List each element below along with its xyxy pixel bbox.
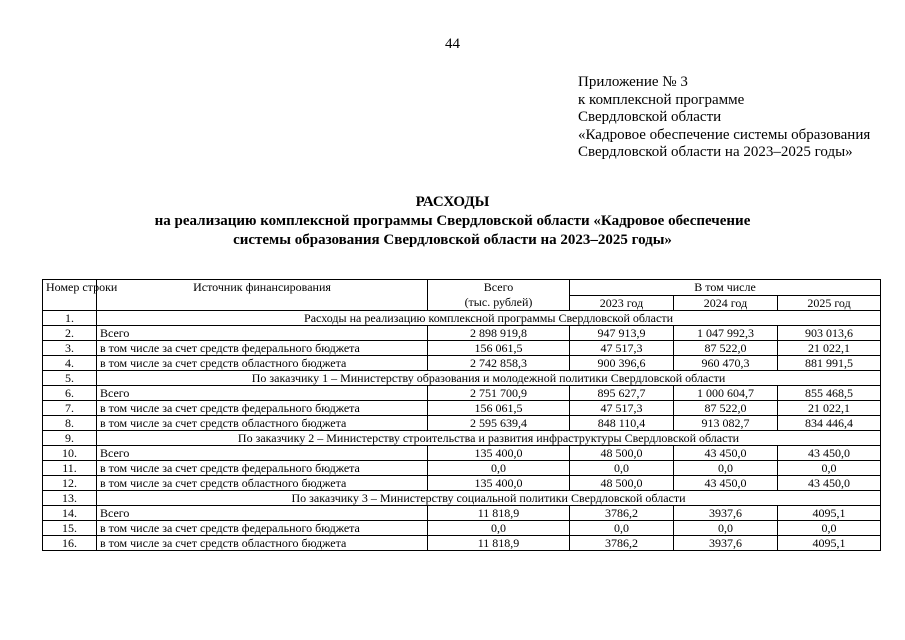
title-line: системы образования Свердловской области на 2023–2025 годы» (233, 232, 672, 248)
section-title-cell: Расходы на реализацию комплексной программы Свердловской области (97, 311, 881, 326)
total-cell: 0,0 (428, 461, 570, 476)
appendix-line: Свердловской области на 2023–2025 годы» (578, 144, 853, 160)
year-2025-cell: 4095,1 (778, 506, 881, 521)
total-cell: 135 400,0 (428, 446, 570, 461)
header-year: 2023 год (570, 295, 674, 311)
year-2025-cell: 43 450,0 (778, 446, 881, 461)
total-cell: 11 818,9 (428, 536, 570, 551)
year-2025-cell: 834 446,4 (778, 416, 881, 431)
source-cell: в том числе за счет средств федерального бюджета (97, 521, 428, 536)
table-row (43, 401, 881, 416)
table-row (43, 476, 881, 491)
total-cell: 11 818,9 (428, 506, 570, 521)
year-2023-cell: 48 500,0 (570, 476, 674, 491)
year-2024-cell: 87 522,0 (674, 341, 778, 356)
section-title-cell: По заказчику 2 – Министерству строительства и развития инфраструктуры Свердловской области (97, 431, 881, 446)
table-row (43, 521, 881, 536)
row-number-cell: 11. (43, 461, 97, 476)
header-total (428, 280, 570, 311)
header-source: Источник финансирования (97, 280, 428, 311)
row-number-cell: 12. (43, 476, 97, 491)
title-heading: РАСХОДЫ (415, 194, 490, 210)
year-2023-cell: 947 913,9 (570, 326, 674, 341)
year-2023-cell: 47 517,3 (570, 341, 674, 356)
year-2024-cell: 0,0 (674, 521, 778, 536)
source-cell: в том числе за счет средств федерального бюджета (97, 401, 428, 416)
appendix-line: Приложение № 3 (578, 74, 688, 90)
section-row (43, 371, 881, 386)
row-number-cell: 16. (43, 536, 97, 551)
source-cell: Всего (97, 506, 428, 521)
header-including: В том числе (570, 280, 881, 296)
row-number-cell: 3. (43, 341, 97, 356)
total-cell: 156 061,5 (428, 401, 570, 416)
row-number-cell: 5. (43, 371, 97, 386)
row-number-cell: 4. (43, 356, 97, 371)
year-2023-cell: 895 627,7 (570, 386, 674, 401)
year-2025-cell: 0,0 (778, 521, 881, 536)
section-title-cell: По заказчику 3 – Министерству социальной политики Свердловской области (97, 491, 881, 506)
total-cell: 2 898 919,8 (428, 326, 570, 341)
year-2024-cell: 960 470,3 (674, 356, 778, 371)
row-number-cell: 7. (43, 401, 97, 416)
year-2023-cell: 3786,2 (570, 536, 674, 551)
section-row (43, 491, 881, 506)
year-2024-cell: 1 000 604,7 (674, 386, 778, 401)
year-2025-cell: 881 991,5 (778, 356, 881, 371)
year-2025-cell: 903 013,6 (778, 326, 881, 341)
header-total-line: Всего (483, 280, 514, 294)
row-number-cell: 2. (43, 326, 97, 341)
year-2023-cell: 0,0 (570, 521, 674, 536)
year-2024-cell: 87 522,0 (674, 401, 778, 416)
page-number: 44 (445, 36, 460, 52)
total-cell: 135 400,0 (428, 476, 570, 491)
header-year: 2024 год (674, 295, 778, 311)
year-2023-cell: 848 110,4 (570, 416, 674, 431)
row-number-cell: 9. (43, 431, 97, 446)
title-line: на реализацию комплексной программы Свердловской области «Кадровое обеспечение (154, 213, 751, 229)
year-2025-cell: 21 022,1 (778, 401, 881, 416)
source-cell: в том числе за счет средств областного бюджета (97, 356, 428, 371)
year-2023-cell: 48 500,0 (570, 446, 674, 461)
year-2024-cell: 43 450,0 (674, 446, 778, 461)
table-row (43, 386, 881, 401)
section-row (43, 431, 881, 446)
table-row (43, 446, 881, 461)
table-row (43, 536, 881, 551)
year-2023-cell: 0,0 (570, 461, 674, 476)
source-cell: Всего (97, 446, 428, 461)
year-2024-cell: 0,0 (674, 461, 778, 476)
year-2025-cell: 4095,1 (778, 536, 881, 551)
section-title-cell: По заказчику 1 – Министерству образования и молодежной политики Свердловской области (97, 371, 881, 386)
row-number-cell: 15. (43, 521, 97, 536)
source-cell: Всего (97, 326, 428, 341)
year-2023-cell: 900 396,6 (570, 356, 674, 371)
year-2023-cell: 3786,2 (570, 506, 674, 521)
document-title (0, 193, 905, 250)
row-number-cell: 10. (43, 446, 97, 461)
year-2023-cell: 47 517,3 (570, 401, 674, 416)
table-row (43, 326, 881, 341)
header-row-number: Номер строки (43, 280, 97, 311)
row-number-cell: 1. (43, 311, 97, 326)
table-row (43, 341, 881, 356)
source-cell: Всего (97, 386, 428, 401)
total-cell: 0,0 (428, 521, 570, 536)
year-2025-cell: 43 450,0 (778, 476, 881, 491)
source-cell: в том числе за счет средств областного бюджета (97, 536, 428, 551)
appendix-line: «Кадровое обеспечение системы образования (578, 126, 871, 143)
year-2024-cell: 913 082,7 (674, 416, 778, 431)
table-row (43, 461, 881, 476)
header-year: 2025 год (778, 295, 881, 311)
source-cell: в том числе за счет средств областного бюджета (97, 416, 428, 431)
total-cell: 2 742 858,3 (428, 356, 570, 371)
source-cell: в том числе за счет средств федерального бюджета (97, 341, 428, 356)
source-cell: в том числе за счет средств федерального бюджета (97, 461, 428, 476)
table-row (43, 416, 881, 431)
source-cell: в том числе за счет средств областного бюджета (97, 476, 428, 491)
table-row (43, 356, 881, 371)
year-2025-cell: 21 022,1 (778, 341, 881, 356)
year-2025-cell: 855 468,5 (778, 386, 881, 401)
year-2024-cell: 3937,6 (674, 506, 778, 521)
year-2024-cell: 43 450,0 (674, 476, 778, 491)
header-total-unit: (тыс. рублей) (464, 295, 533, 309)
year-2025-cell: 0,0 (778, 461, 881, 476)
row-number-cell: 6. (43, 386, 97, 401)
table-row (43, 506, 881, 521)
appendix-block (578, 74, 898, 162)
section-row (43, 311, 881, 326)
appendix-line: к комплексной программе (578, 91, 745, 108)
row-number-cell: 8. (43, 416, 97, 431)
row-number-cell: 13. (43, 491, 97, 506)
row-number-cell: 14. (43, 506, 97, 521)
total-cell: 2 595 639,4 (428, 416, 570, 431)
total-cell: 156 061,5 (428, 341, 570, 356)
total-cell: 2 751 700,9 (428, 386, 570, 401)
appendix-line: Свердловской области (578, 109, 722, 125)
expenses-table (42, 279, 881, 551)
table-body (43, 311, 881, 551)
year-2024-cell: 3937,6 (674, 536, 778, 551)
year-2024-cell: 1 047 992,3 (674, 326, 778, 341)
